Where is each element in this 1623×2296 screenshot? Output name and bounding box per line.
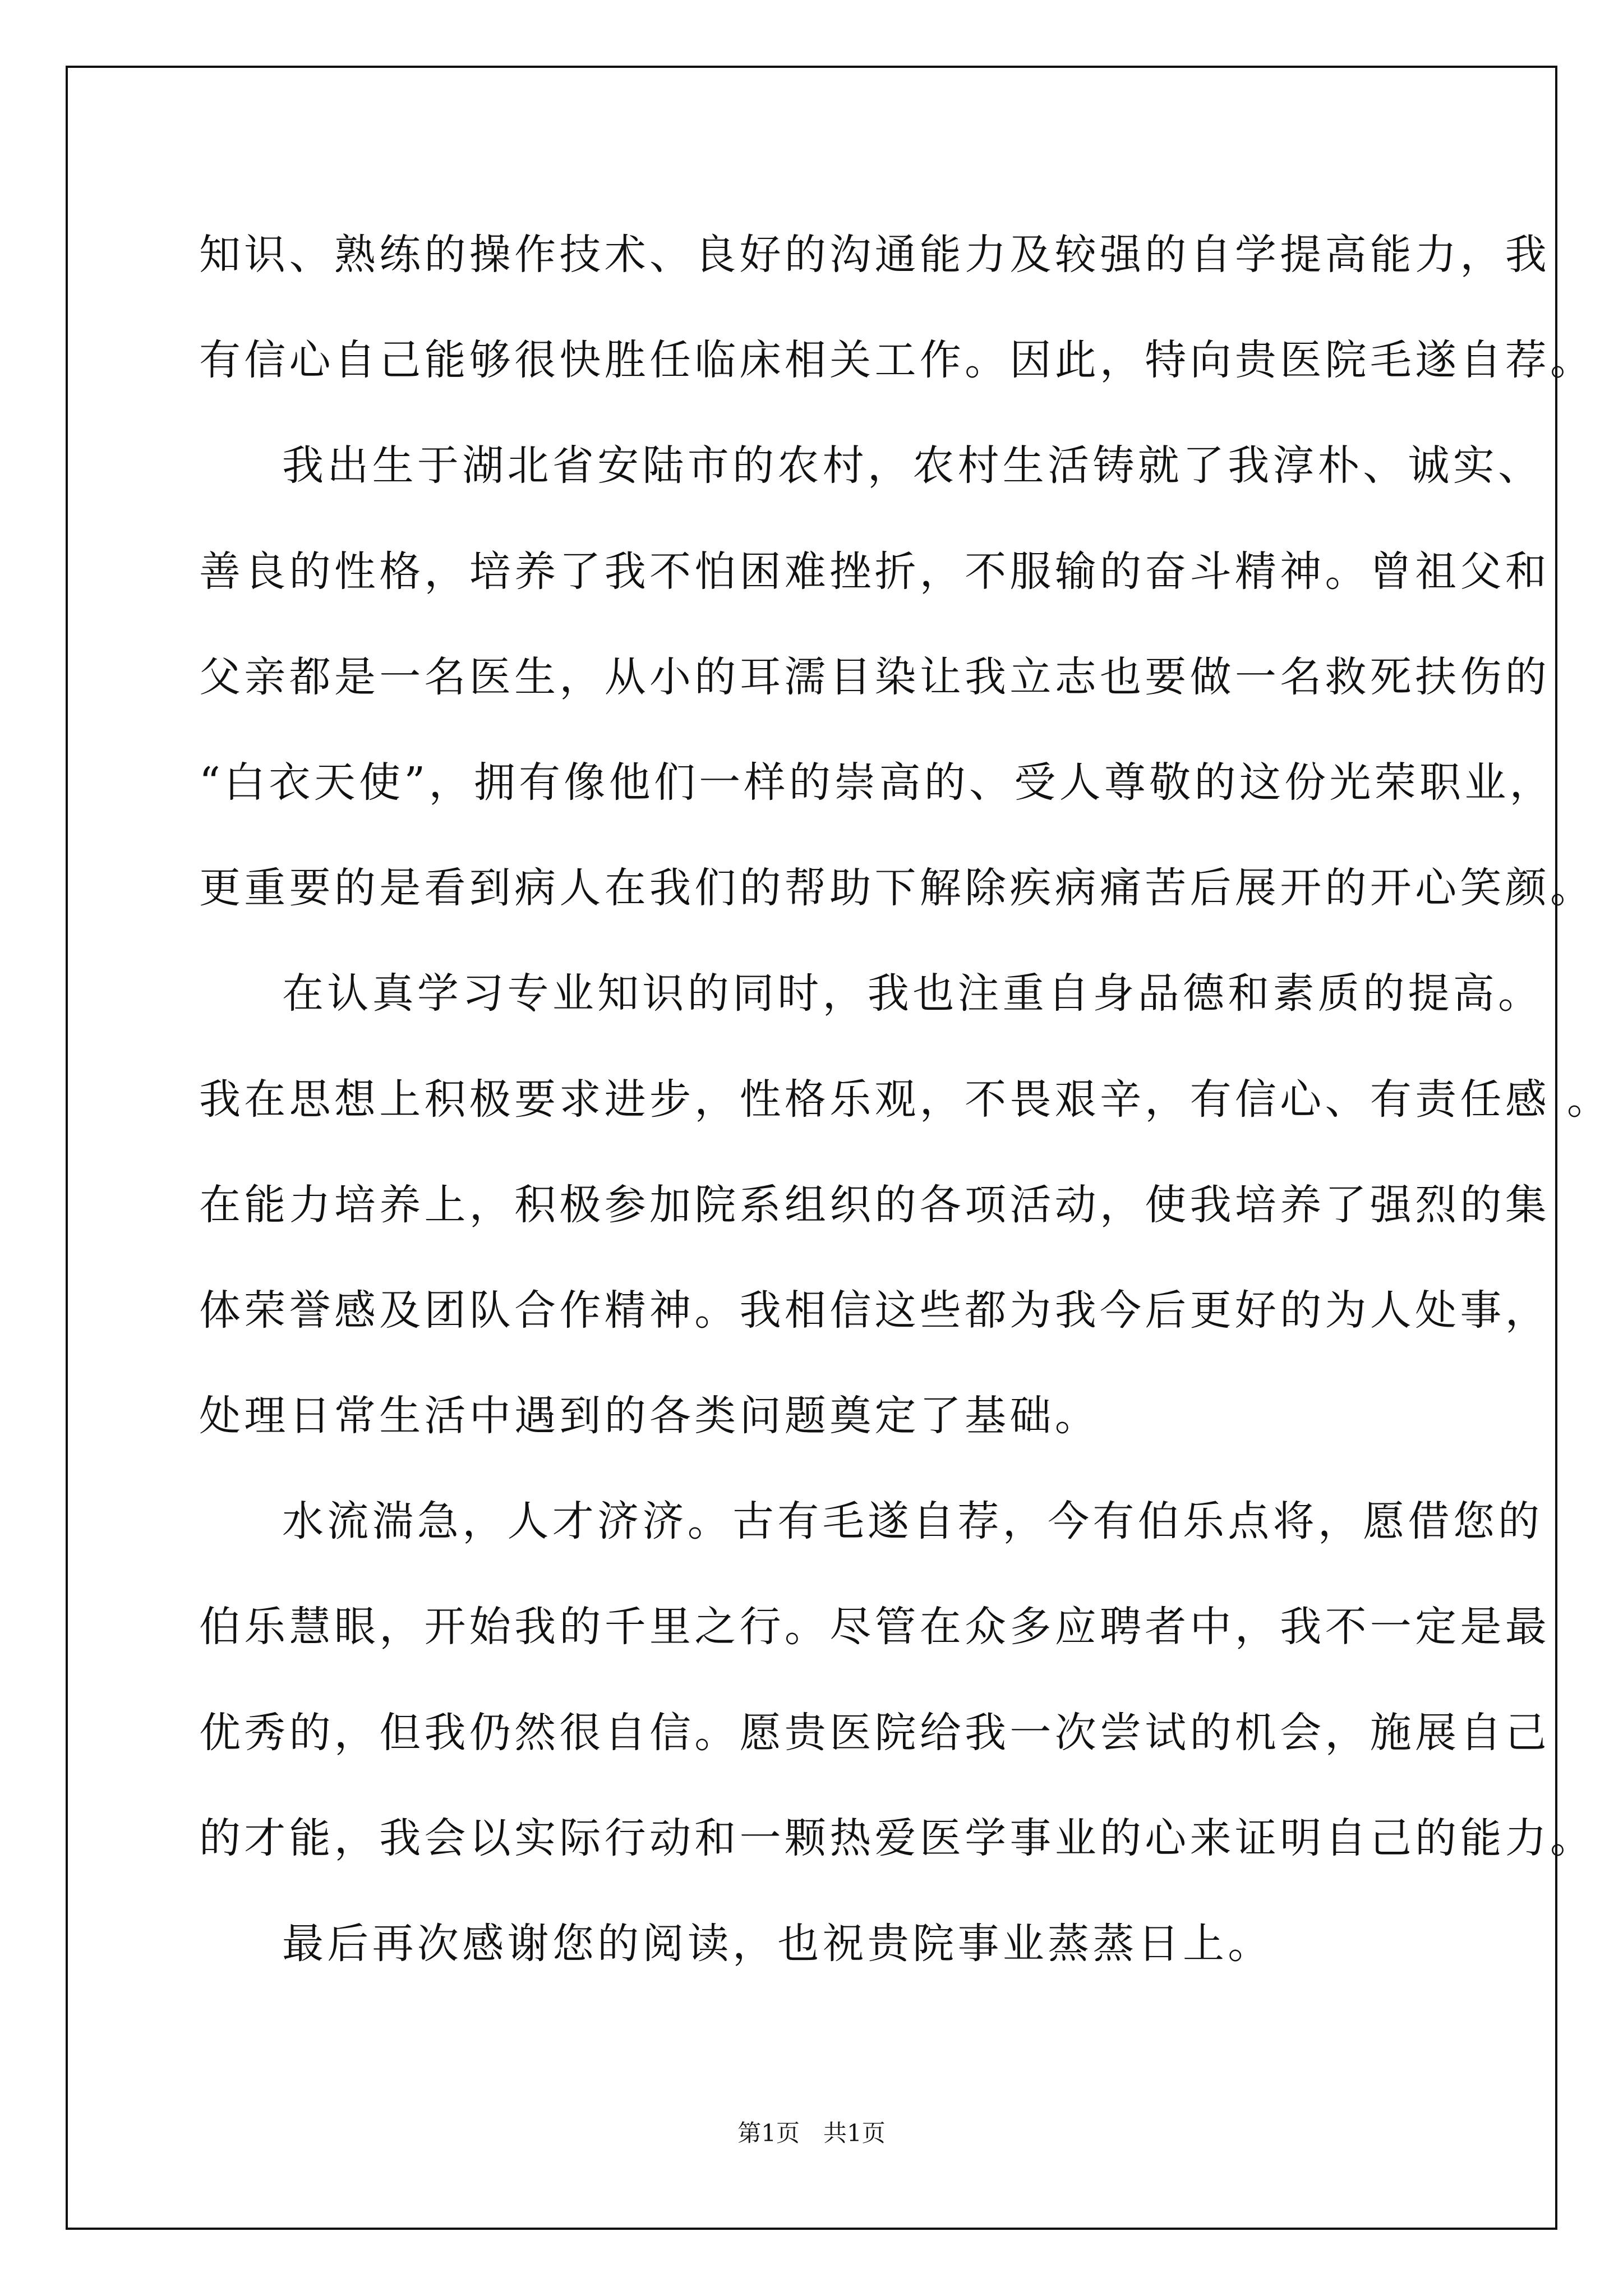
- text-line: 善良的性格，培养了我不怕困难挫折，不服输的奋斗精神。曾祖父和: [199, 547, 1550, 596]
- text-line: 父亲都是一名医生，从小的耳濡目染让我立志也要做一名救死扶伤的: [199, 652, 1550, 701]
- text-line: 处理日常生活中遇到的各类问题奠定了基础。: [199, 1392, 1100, 1441]
- text-line: 更重要的是看到病人在我们的帮助下解除疾病痛苦后展开的开心笑颜。: [199, 864, 1596, 913]
- text-line: 伯乐慧眼，开始我的千里之行。尽管在众多应聘者中，我不一定是最: [199, 1603, 1550, 1651]
- text-line: 有信心自己能够很快胜任临床相关工作。因此，特向贵医院毛遂自荐。: [199, 336, 1596, 385]
- document-body: [199, 202, 1612, 1996]
- text-line: 水流湍急，人才济济。古有毛遂自荐，今有伯乐点将，愿借您的: [282, 1497, 1543, 1546]
- text-line: 我在思想上积极要求进步，性格乐观，不畏艰辛，有信心、有责任感 。: [199, 1075, 1612, 1124]
- text-line: “白衣天使”，拥有像他们一样的崇高的、受人尊敬的这份光荣职业，: [199, 758, 1555, 807]
- text-line: 体荣誉感及团队合作精神。我相信这些都为我今后更好的为人处事，: [199, 1286, 1550, 1335]
- text-line: 在能力培养上，积极参加院系组织的各项活动，使我培养了强烈的集: [199, 1180, 1550, 1229]
- text-line: 优秀的，但我仍然很自信。愿贵医院给我一次尝试的机会，施展自己: [199, 1708, 1550, 1757]
- text-line: 我出生于湖北省安陆市的农村，农村生活铸就了我淳朴、诚实、: [282, 441, 1543, 490]
- text-line: 最后再次感谢您的阅读，也祝贵院事业蒸蒸日上。: [282, 1920, 1273, 1968]
- text-line: 在认真学习专业知识的同时，我也注重自身品德和素质的提高。: [282, 969, 1543, 1018]
- page-footer: 第1页 共1页: [737, 2119, 886, 2147]
- text-line: 知识、熟练的操作技术、良好的沟通能力及较强的自学提高能力，我: [199, 231, 1550, 279]
- text-line: 的才能，我会以实际行动和一颗热爱医学事业的心来证明自己的能力。: [199, 1814, 1596, 1862]
